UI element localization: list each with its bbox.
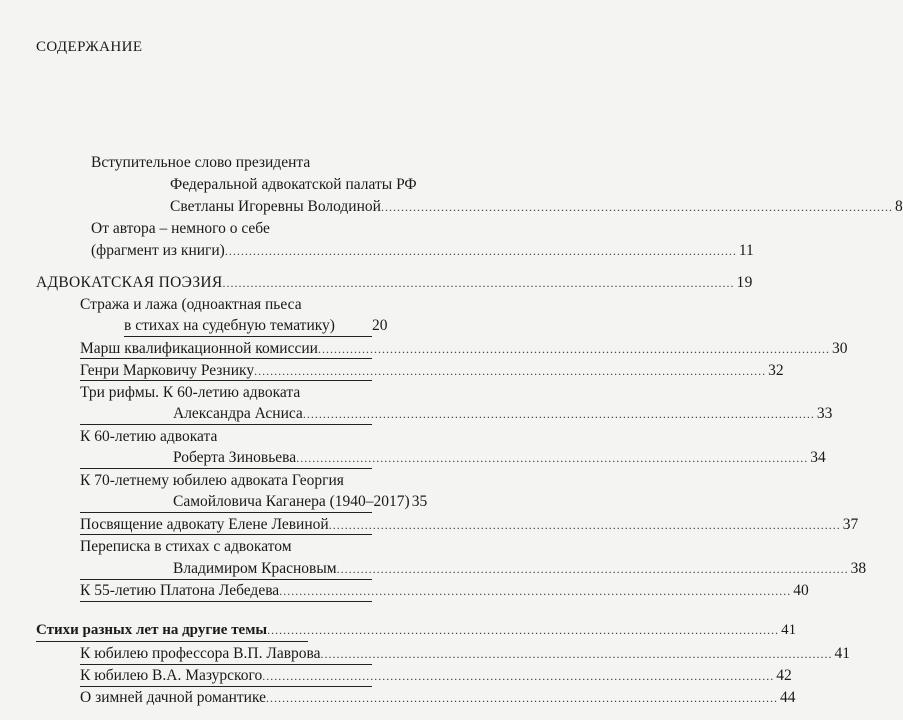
toc-entry [173, 493, 428, 511]
entry-underline [124, 336, 372, 337]
leader-dots [381, 200, 893, 215]
page-number: 20 [372, 317, 388, 334]
leader-dots [254, 364, 766, 379]
entry-underline [80, 601, 372, 602]
toc-entry-text: Самойловича Каганера (1940–2017) [173, 493, 410, 510]
section-heading [36, 622, 797, 639]
toc-entry-text: Светланы Игоревны Володиной [170, 198, 381, 215]
entry-underline [80, 380, 372, 381]
entry-underline [80, 512, 372, 513]
toc-entry [173, 405, 833, 423]
entry-underline [80, 664, 372, 665]
leader-dots [318, 342, 830, 357]
toc-entry [80, 516, 859, 534]
toc-entry-text: Роберта Зиновьева [173, 449, 297, 466]
toc-heading: СОДЕРЖАНИЕ [36, 39, 143, 55]
page-number: 30 [831, 340, 848, 357]
toc-entry-text: От автора – немного о себе [91, 220, 270, 237]
toc-entry-text: Александра Асниса [173, 405, 303, 422]
toc-entry-text: К 70-летнему юбилею адвоката Георгия [80, 472, 344, 489]
page-number: 19 [736, 274, 753, 291]
page-number: 32 [768, 362, 784, 379]
entry-underline [80, 424, 372, 425]
toc-entry [80, 667, 792, 685]
page-number: 42 [776, 667, 792, 684]
leader-dots [262, 669, 774, 684]
page-number: 38 [850, 560, 867, 577]
leader-dots [267, 623, 779, 638]
toc-entry [80, 340, 848, 358]
toc-entry [91, 242, 754, 260]
leader-dots [225, 244, 737, 259]
page-number: 41 [781, 622, 797, 638]
toc-entry-text: К 55-летию Платона Лебедева [80, 582, 280, 599]
page-number: 40 [793, 582, 809, 599]
leader-dots [279, 584, 791, 599]
toc-entry [173, 560, 867, 578]
toc-entry-text: О зимней дачной романтике [80, 689, 266, 706]
page-number: 44 [779, 689, 796, 706]
page-number: 41 [834, 645, 851, 662]
page-number: 11 [738, 242, 754, 259]
toc-entry-text: Федеральной адвокатской палаты РФ [170, 176, 417, 193]
toc-entry-text: К юбилею профессора В.П. Лаврова [80, 645, 321, 662]
toc-entry [80, 645, 851, 663]
toc-entry-text: Генри Марковичу Резнику [80, 362, 255, 379]
toc-entry [80, 362, 784, 380]
entry-underline [80, 468, 372, 469]
page-number: 34 [810, 449, 826, 466]
section-underline [36, 641, 308, 642]
toc-entry-text: Вступительное слово президента [91, 154, 311, 171]
section-title: Стихи разных лет на другие темы [36, 622, 268, 638]
page-number: 8 [894, 198, 903, 215]
leader-dots [223, 276, 735, 291]
toc-entry [173, 449, 826, 467]
toc-entry-text: К 60-летию адвоката [80, 428, 218, 445]
entry-underline [80, 686, 372, 687]
section-heading [36, 274, 753, 292]
toc-entry [80, 689, 796, 707]
toc-entry-text: Стража и лажа (одноактная пьеса [80, 296, 302, 313]
leader-dots [303, 407, 815, 422]
entry-underline [80, 358, 372, 359]
leader-dots [329, 518, 841, 533]
page-number: 33 [816, 405, 833, 422]
leader-dots [337, 562, 849, 577]
section-title: АДВОКАТСКАЯ ПОЭЗИЯ [36, 274, 223, 291]
toc-entry-text: Посвящение адвокату Елене Левиной [80, 516, 329, 533]
toc-entry-text: Владимиром Красновым [173, 560, 337, 577]
toc-entry-text: Переписка в стихах с адвокатом [80, 538, 292, 555]
toc-entry-text: Три рифмы. К 60-летию адвоката [80, 384, 301, 401]
leader-dots [296, 451, 808, 466]
toc-entry-text: в стихах на судебную тематику) [124, 317, 335, 334]
toc-entry [170, 198, 903, 216]
toc-entry [80, 582, 809, 600]
entry-underline [80, 579, 372, 580]
leader-dots [266, 691, 778, 706]
leader-dots [321, 647, 833, 662]
entry-underline [80, 534, 372, 535]
toc-entry-text: Марш квалификационной комиссии [80, 340, 318, 357]
toc-entry-text: К юбилею В.А. Мазурского [80, 667, 263, 684]
toc-entry-text: (фрагмент из книги) [91, 242, 225, 259]
page-number: 35 [411, 493, 428, 510]
page-number: 37 [842, 516, 859, 533]
